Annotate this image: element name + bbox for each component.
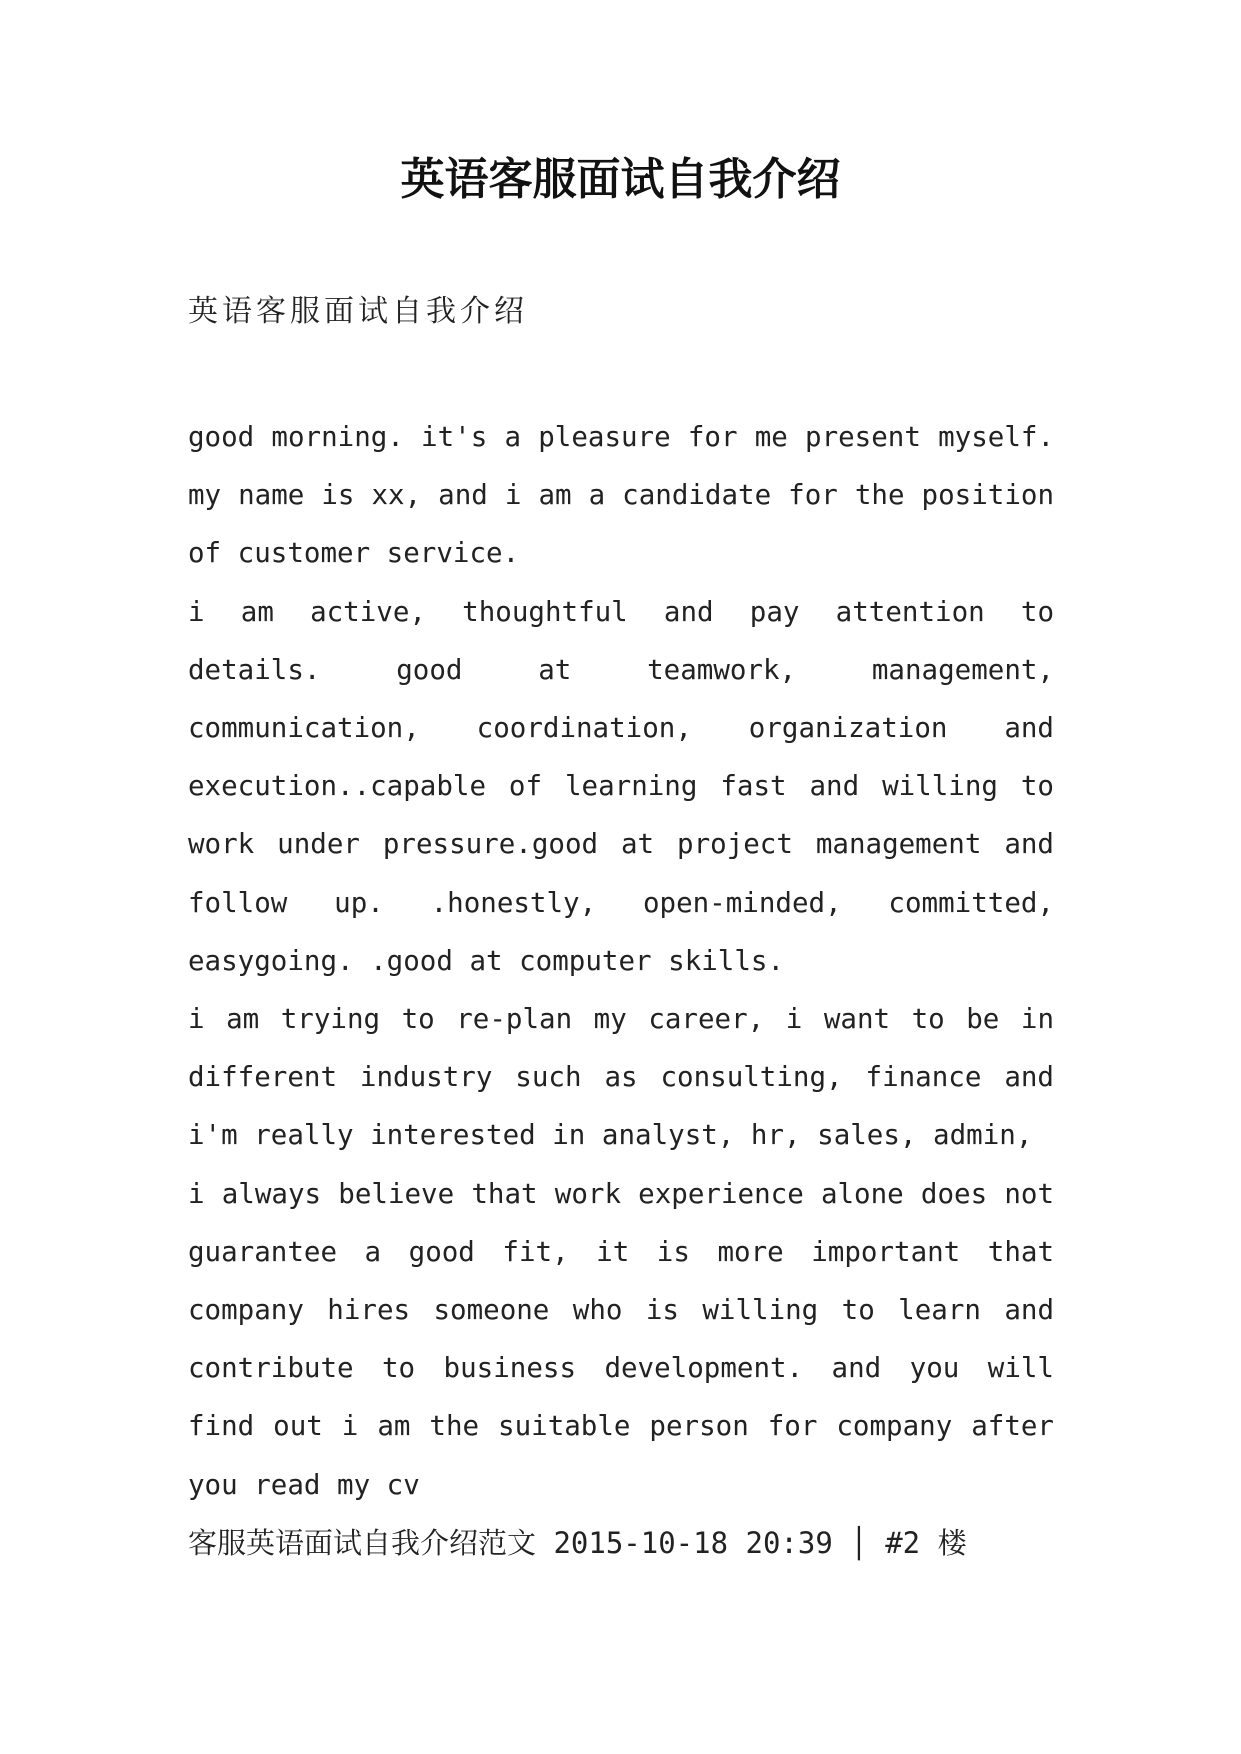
- paragraph-skills: i am active, thoughtful and pay attention to details. good at teamwork, management, communication, coordination, organization and execution..capable of learning fast and willing to work under pressure.good at project management and follow up. .honestly, open-minded, committed, easygoing. .good at computer skills.: [188, 595, 1054, 977]
- paragraph-intro: good morning. it's a pleasure for me present myself. my name is xx, and i am a candidate for the position of customer service.: [188, 421, 1054, 570]
- post-footer: 客服英语面试自我介绍范文 2015-10-18 20:39 │ #2 楼: [188, 1525, 967, 1560]
- document-title: 英语客服面试自我介绍: [400, 154, 841, 205]
- paragraph-belief: i always believe that work experience alone does not guarantee a good fit, it is more important that company hires someone who is willing to learn and contribute to business development. and you will find out i am the suitable person for company after you read my cv: [188, 1177, 1054, 1501]
- paragraph-career: i am trying to re-plan my career, i want to be in different industry such as consulting, finance and i'm really interested in analyst, hr, sales, admin,: [188, 1003, 1054, 1152]
- document-body: [188, 408, 1054, 1572]
- document-subtitle: 英语客服面试自我介绍: [188, 294, 528, 329]
